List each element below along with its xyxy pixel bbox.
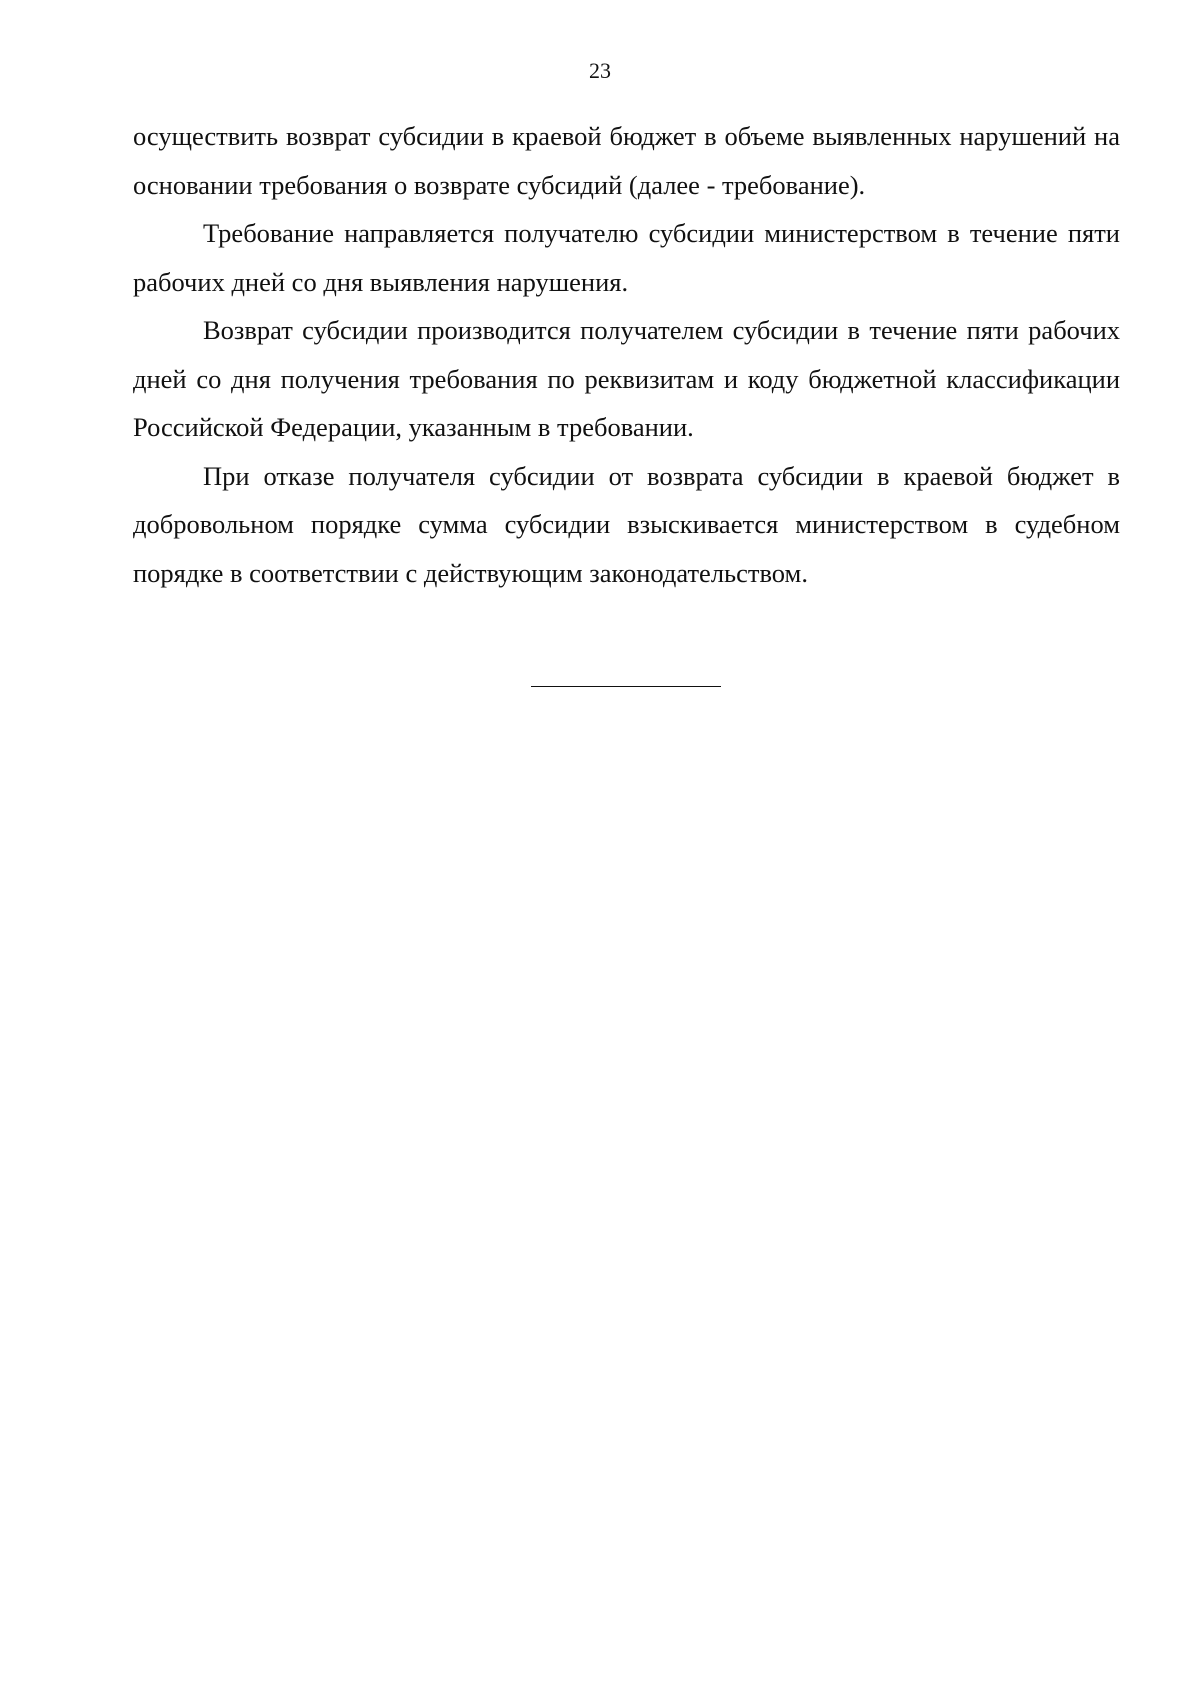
page-number: 23 (589, 58, 611, 83)
end-of-document-rule (531, 686, 721, 687)
paragraph-subsidy-return: Возврат субсидии производится получателем субсидии в течение пяти рабочих дней со дня получения требования по реквизитам и коду бюджетной классификации Российской Федерации, указанным в требовании. (133, 315, 1120, 442)
paragraph-requirement-sending: Требование направляется получателю субсидии министерством в течение пяти рабочих дней со дня выявления нарушения. (133, 218, 1120, 297)
document-body (133, 112, 1120, 597)
paragraph-continuation: осуществить возврат субсидии в краевой бюджет в объеме выявленных нарушений на основании требования о возврате субсидий (далее - требование). (133, 121, 1120, 200)
paragraph-refusal-recovery: При отказе получателя субсидии от возврата субсидии в краевой бюджет в добровольном порядке сумма субсидии взыскивается министерством в судебном порядке в соответствии с действующим законодательством. (133, 460, 1120, 588)
